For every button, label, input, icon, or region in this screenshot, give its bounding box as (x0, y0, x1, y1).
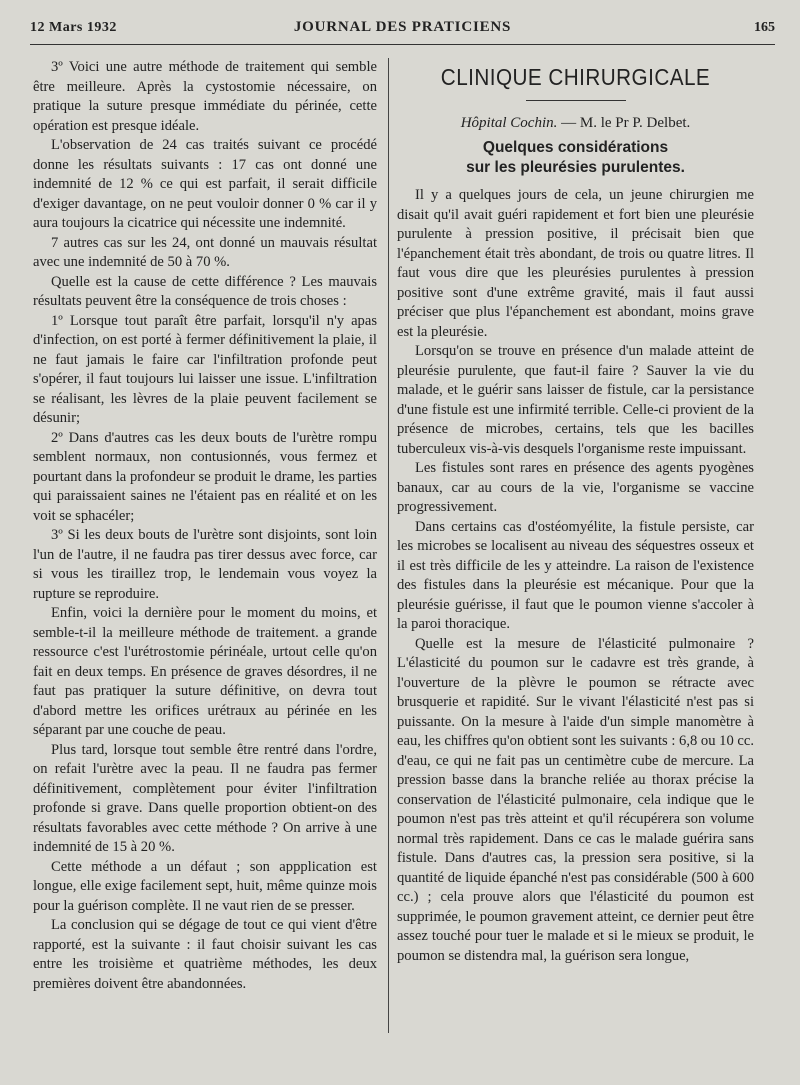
column-divider (388, 58, 389, 1033)
left-column (33, 58, 377, 994)
left-paragraph: 3º Voici une autre méthode de traitement qui semble être meilleure. Après la cystostomie nécessaire, on pratique la suture presque immédiate du périnée, cette opération est presque idéale. (33, 59, 377, 134)
left-paragraph: Enfin, voici la dernière pour le moment du moins, et semble-t-il la meilleure méthode de traitement. a grande ressource c'est l'urétrostomie périnéale, urtout celle qu'on fait en deux temps. En présence de graves désordres, il ne faut pas pratiquer la suture définitive, on devra tout d'abord mettre les orifices urétraux au périnée en les séparant par une couche de peau. (33, 605, 377, 738)
article-title-line: Quelques considérations (482, 139, 669, 156)
right-paragraph: Les fistules sont rares en présence des agents pyogènes banaux, car au cours de la vie, l'organisme se vaccine progressivement. (397, 460, 754, 515)
left-paragraph: 1º Lorsque tout paraît être parfait, lorsqu'il n'y apas d'infection, on est porté à fermer définitivement la plaie, il ne faut jamais le faire car l'infiltration profonde peut s'opérer, il faut toujours lui laisser une issue. L'infiltration se réalisant, les lèvres de la plaie peuvent facilement se désunir; (33, 312, 377, 426)
left-paragraph: La conclusion qui se dégage de tout ce qui vient d'être rapporté, est la suivante : il faut choisir suivant les cas entre les troisième et quatrième méthodes, les deux premières doivent être abandonnées. (33, 917, 377, 992)
right-paragraph: Il y a quelques jours de cela, un jeune chirurgien me disait qu'il avait guéri rapidement et fort bien une pleurésie purulente à pression positive, il précisait bien que l'épanchement était très abondant, de trois ou quatre litres. Il faut vous dire que les pleurésies purulentes à pression positive sont d'une extrême gravité, mais il faut aussi préciser que plus l'épanchement est abondant, moins grave est la pleurésie. (397, 187, 754, 340)
issue-date: 12 Mars 1932 (30, 20, 117, 35)
left-paragraph: Quelle est la cause de cette différence ? Les mauvais résultats peuvent être la conséquence de trois choses : (33, 273, 377, 309)
right-paragraph: Lorsqu'on se trouve en présence d'un malade atteint de pleurésie purulente, que faut-il faire ? Sauver la vie du malade, et le guérir sans laisser de fistule, car la persistance d'une fistule est une infirmité terrible. Celle-ci provient de la présence de microbes, certains, tels que les bacilles tuberculeux vis-à-vis desquels l'organisme reste impuissant. (397, 343, 754, 457)
article-byline (397, 113, 754, 133)
author-line: — M. le Pr P. Delbet. (557, 115, 691, 131)
right-paragraph: Quelle est la mesure de l'élasticité pulmonaire ? L'élasticité du poumon sur le cadavre est très grande, à l'ouverture de la plèvre le poumon se rétracte avec brusquerie et rapidité. Sur le vivant l'élasticité n'est pas si puissante. On la mesure à l'aide d'un simple manomètre à eau, les chiffres qu'on obtient sont les suivants : 6,8 ou 10 cc. d'eau, ce qui ne fait pas un centimètre cube de mercure. La pression basse dans la branche reliée au thorax précise la conservation de l'élasticité pulmonaire, cela indique que le poumon n'est pas très atteint et qu'il récupérera son volume normal très rapidement. Dans ce cas le malade guérira sans fistule. Dans d'autres cas, la pression sera positive, si la quantité de liquide épanché n'est pas considérable (500 à 600 cc.) ; cela prouve alors que l'élasticité du poumon est supprimée, le poumon gravement atteint, ce dernier peut être assez touché pour tuer le malade et si le mieux se produit, le poumon se distendra mal, la guérison sera longue, (397, 635, 755, 964)
left-paragraph: Plus tard, lorsque tout semble être rentré dans l'ordre, on refait l'urètre avec la peau. Il ne faudra pas fermer définitivement, complètement pour éviter l'infiltration profonde si grave. Dans quelle proportion obtient-on des résultats favorables avec cette méthode ? On arrive à une indemnité de 15 à 20 %. (33, 741, 377, 855)
left-paragraph: 2º Dans d'autres cas les deux bouts de l'urètre rompu semblent normaux, non contusionnés, vous fermez et pourtant dans la profondeur se produit le drame, les parties qui paraissaient saines ne l'étaient pas en réalité et on les voit se sphacéler; (33, 429, 377, 524)
journal-title: JOURNAL DES PRATICIENS (293, 19, 512, 35)
left-paragraph: 7 autres cas sur les 24, ont donné un mauvais résultat avec une indemnité de 50 à 70 %. (33, 234, 377, 270)
article-title (397, 138, 754, 178)
right-paragraph: Dans certains cas d'ostéomyélite, la fistule persiste, car les microbes se localisent au niveau des séquestres osseux et il est très difficile de les y atteindre. La raison de l'existence des fistules dans la pleurésie est mécanique. Pour que la pleurésie guérisse, il faut que le poumon vienne s'accoler à la paroi thoracique. (397, 518, 754, 632)
article-title-line: sur les pleurésies purulentes. (466, 159, 685, 176)
hospital-name: Hôpital Cochin. (460, 115, 558, 131)
left-paragraph: 3º Si les deux bouts de l'urètre sont disjoints, sont loin l'un de l'autre, il ne faudra pas tirer dessus avec force, car si vous les tiraillez trop, le lendemain vous voyez la rupture se reproduire. (33, 527, 377, 602)
header-rule (30, 44, 775, 45)
right-column (397, 58, 754, 966)
page-number: 165 (754, 20, 775, 35)
left-paragraph: L'observation de 24 cas traités suivant ce procédé donne les résultats suivants : 17 cas ont donné une indemnité de 12 % ce qui est parfait, il serait difficile d'exiger davantage, on ne peut vouloir donner 0 % car il y aura toujours la cicatrice qui nécessite une indemnité. (33, 137, 377, 231)
section-rule (526, 100, 626, 101)
page-header (30, 18, 775, 40)
left-paragraph: Cette méthode a un défaut ; son appplication est longue, elle exige facilement sept, huit, même quinze mois pour la guérison complète. Il ne vaut rien de se presser. (33, 858, 377, 914)
section-title: CLINIQUE CHIRURGICALE (440, 64, 711, 90)
